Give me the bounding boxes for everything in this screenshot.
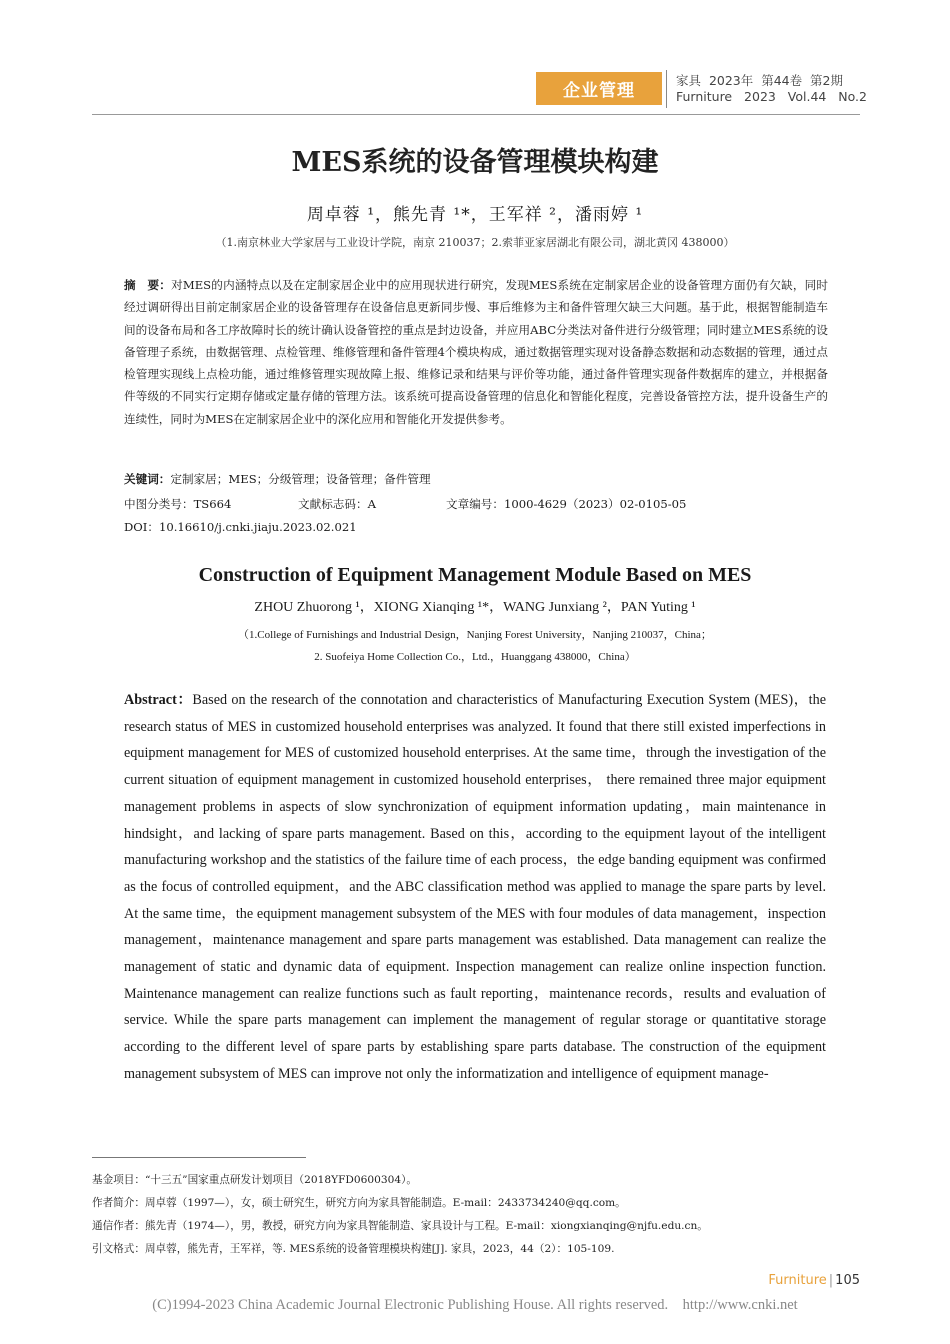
affiliations-cn: （1.南京林业大学家居与工业设计学院，南京 210037；2.索菲亚家居湖北有限公司，湖北黄冈 438000）: [215, 236, 735, 249]
page-number: 105: [835, 1273, 860, 1288]
journal-info-cn: 家具 2023年 第44卷 第2期: [676, 73, 844, 88]
footnote-citation: 引文格式：周卓蓉，熊先青，王军祥，等. MES系统的设备管理模块构建[J]. 家具，2023，44（2）：105-109.: [92, 1243, 615, 1255]
abstract-en: [124, 687, 826, 1088]
abstract-en-text: Based on the research of the connotation and characteristics of Manufacturing Execution System (MES)，the research status of MES in customized household enterprises was analyzed. It found that there still existed imperfections in equipment management for MES of customized household enterprises. At the same time，through the investigation of the current situation of equipment management in customized household enterprises， there remained three major equipment management problems in aspects of slow synchronization of equipment information updating，main maintenance in hindsight，and lacking of spare parts management. Based on this，according to the equipment layout of the intelligent manufacturing workshop and the statistics of the failure time of each process，the edge banding equipment was confirmed as the focus of controlled equipment，and the ABC classification method was applied to manage the spare parts by level. At the same time，the equipment management subsystem of the MES with four modules of data management，inspection management，maintenance management and spare parts management was established. Data management can realize the management of static and dynamic data of equipment. Inspection management can realize online inspection function. Maintenance management can realize functions such as fault reporting，maintenance records，results and evaluation of service. While the spare parts management can implement the management of regular storage or quantitative storage according to the different level of spare parts by establishing spare parts database. The construction of the equipment management subsystem of MES can improve not only the informatization and intelligence of equipment manage-: [124, 692, 827, 1082]
doi: DOI：10.16610/j.cnki.jiaju.2023.02.021: [124, 520, 357, 534]
affiliations-en-line2: 2. Suofeiya Home Collection Co.，Ltd.，Huanggang 438000，China）: [314, 651, 636, 663]
footnote-funding: 基金项目：“十三五”国家重点研发计划项目（2018YFD0600304）。: [92, 1174, 417, 1186]
article-number: 文章编号：1000-4629（2023）02-0105-05: [446, 497, 687, 511]
footnote-rule: [92, 1157, 306, 1158]
clc-number: 中图分类号：TS664: [124, 497, 232, 511]
keywords-cn: [124, 471, 828, 487]
classification-line: [124, 496, 828, 512]
keywords-cn-label: 关键词：: [124, 472, 171, 486]
paper-title-en: Construction of Equipment Management Module Based on MES: [198, 564, 752, 586]
footnote-author: 作者简介：周卓蓉（1997—），女，硕士研究生，研究方向为家具智能制造。E-mail：2433734240@qq.com。: [92, 1197, 626, 1209]
header-divider: [666, 70, 667, 108]
abstract-cn: [124, 274, 828, 430]
section-badge: 企业管理: [536, 72, 662, 105]
authors-en: ZHOU Zhuorong ¹，XIONG Xianqing ¹*，WANG Junxiang ²，PAN Yuting ¹: [254, 600, 696, 615]
abstract-en-label: Abstract：: [124, 692, 193, 708]
abstract-cn-text: 对MES的内涵特点以及在定制家居企业中的应用现状进行研究，发现MES系统在定制家居企业的设备管理方面仍有欠缺，同时经过调研得出目前定制家居企业的设备管理存在设备信息更新同步慢、事后维修为主和备件管理欠缺三大问题。基于此，根据智能制造车间的设备布局和各工序故障时长的统计确认设备管控的重点是封边设备，并应用ABC分类法对备件进行分级管理；同时建立MES系统的设备管理子系统，由数据管理、点检管理、维修管理和备件管理4个模块构成，通过数据管理实现对设备静态数据和动态数据的管理，通过点检管理实现线上点检功能，通过维修管理实现故障上报、维修记录和结果与评价等功能，通过备件管理实现备件数据库的建立，并根据备件等级的不同实行定期存储或定量存储的管理方法。该系统可提高设备管理的信息化和智能化程度，完善设备管控方法，提升设备生产的连续性，同时为MES在定制家居企业中的深化应用和智能化开发提供参考。: [124, 278, 828, 426]
copyright-notice: (C)1994-2023 China Academic Journal Electronic Publishing House. All rights reserved. http://www.cnki.net: [152, 1297, 798, 1313]
keywords-cn-text: 定制家居；MES；分级管理；设备管理；备件管理: [170, 472, 431, 486]
paper-title-cn: MES系统的设备管理模块构建: [291, 147, 659, 178]
footnote-corresponding: 通信作者：熊先青（1974—），男，教授，研究方向为家具智能制造、家具设计与工程。E-mail：xiongxianqing@njfu.edu.cn。: [92, 1220, 708, 1232]
footer-journal: Furniture: [768, 1273, 827, 1288]
affiliations-en-line1: （1.College of Furnishings and Industrial Design，Nanjing Forest University，Nanjing 210037，China；: [238, 629, 712, 641]
doc-code: 文献标志码：A: [298, 497, 376, 511]
header-rule: [92, 114, 860, 115]
footer-separator: |: [828, 1273, 834, 1288]
authors-cn: 周卓蓉 ¹，熊先青 ¹*，王军祥 ²，潘雨婷 ¹: [306, 205, 644, 225]
abstract-cn-label: 摘 要：: [124, 278, 172, 292]
page-footer: [768, 1273, 860, 1288]
journal-info-en: Furniture 2023 Vol.44 No.2: [676, 89, 867, 104]
